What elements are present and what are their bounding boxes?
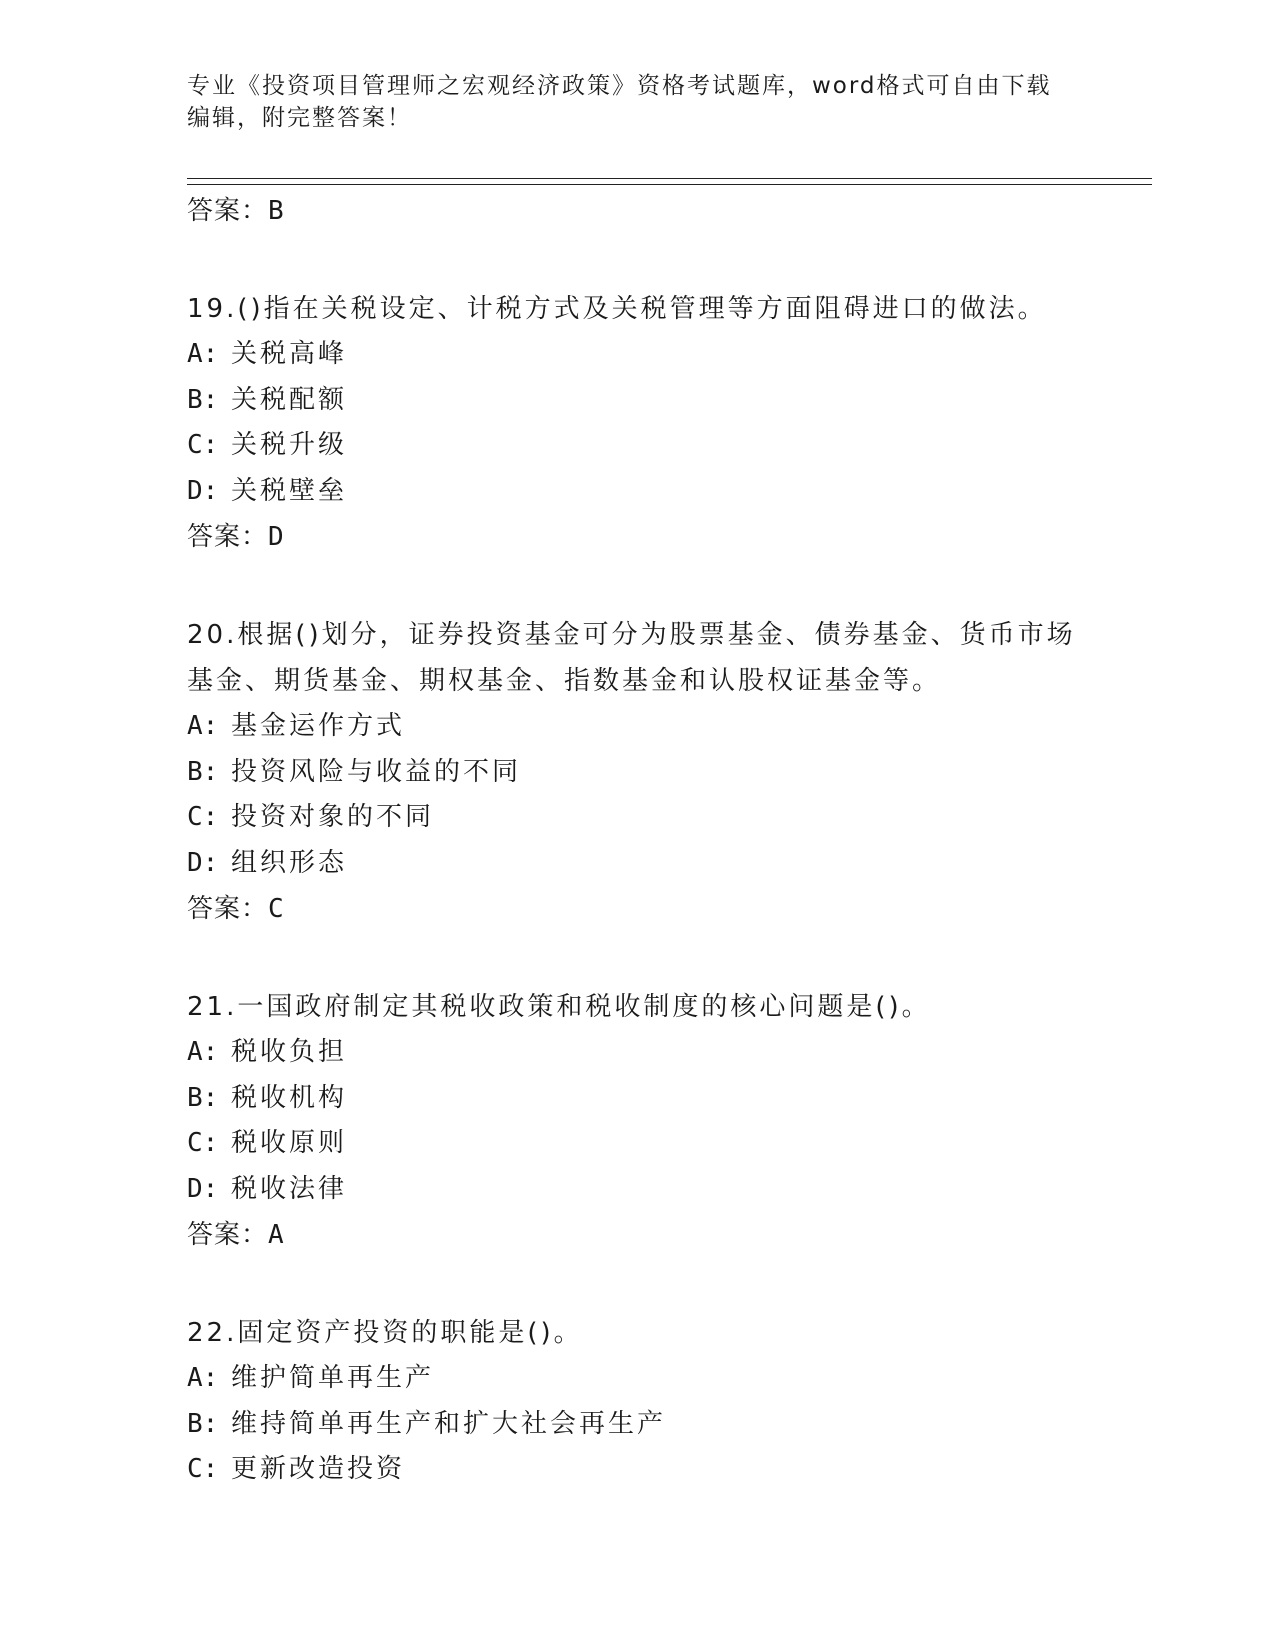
option-b [187, 750, 1087, 796]
option-key: C: [187, 1454, 219, 1484]
question-stem: 20.根据()划分，证券投资基金可分为股票基金、债券基金、货币市场基金、期货基金、期权基金、指数基金和认股权证基金等。 [187, 620, 1076, 696]
option-a [187, 704, 1087, 750]
answer-value: D [268, 522, 285, 552]
option-key: B: [187, 1082, 219, 1113]
question-21 [187, 984, 1087, 1258]
question-22 [187, 1310, 1087, 1493]
option-text: 基金运作方式 [231, 711, 406, 741]
question-list [187, 188, 1087, 1493]
previous-answer [187, 188, 1087, 234]
question-answer [187, 886, 1087, 932]
document-header [187, 70, 1067, 134]
option-text: 关税壁垒 [231, 475, 348, 506]
answer-value: B [268, 196, 285, 226]
option-b [187, 1076, 1087, 1122]
option-key: D: [187, 475, 219, 506]
option-key: D: [187, 1173, 219, 1204]
option-b [187, 378, 1087, 424]
option-d [187, 1167, 1087, 1213]
option-key: B: [187, 384, 219, 415]
option-a [187, 332, 1087, 378]
option-text: 维护简单再生产 [231, 1363, 435, 1393]
answer-label: 答案： [187, 196, 269, 226]
question-stem: 22.固定资产投资的职能是()。 [187, 1318, 583, 1348]
option-text: 关税配额 [231, 384, 348, 415]
option-d [187, 841, 1087, 887]
option-key: A: [187, 711, 219, 741]
option-key: D: [187, 847, 219, 878]
option-key: C: [187, 1128, 219, 1158]
option-text: 税收法律 [231, 1173, 348, 1204]
option-text: 关税升级 [231, 430, 348, 460]
option-key: C: [187, 802, 219, 832]
option-c [187, 1447, 1087, 1493]
option-b [187, 1402, 1087, 1448]
question-answer [187, 1212, 1087, 1258]
option-key: A: [187, 1363, 219, 1393]
question-answer [187, 514, 1087, 560]
option-text: 税收负担 [231, 1037, 348, 1067]
question-stem: 19.()指在关税设定、计税方式及关税管理等方面阻碍进口的做法。 [187, 294, 1047, 324]
option-text: 关税高峰 [231, 339, 348, 369]
option-text: 维持简单再生产和扩大社会再生产 [231, 1408, 667, 1439]
answer-value: C [268, 894, 285, 924]
option-text: 组织形态 [231, 847, 348, 878]
option-text: 投资对象的不同 [231, 802, 435, 832]
option-key: A: [187, 339, 219, 369]
option-key: B: [187, 756, 219, 787]
option-d [187, 469, 1087, 515]
answer-value: A [268, 1220, 285, 1250]
option-text: 更新改造投资 [231, 1454, 406, 1484]
option-c [187, 423, 1087, 469]
header-rule-bottom [187, 184, 1152, 185]
option-text: 投资风险与收益的不同 [231, 756, 522, 787]
answer-label: 答案： [187, 522, 269, 552]
question-19 [187, 286, 1087, 560]
answer-label: 答案： [187, 1220, 269, 1250]
header-text: 专业《投资项目管理师之宏观经济政策》资格考试题库，word格式可自由下载编辑，附完整答案！ [187, 73, 1052, 131]
question-stem: 21.一国政府制定其税收政策和税收制度的核心问题是()。 [187, 992, 931, 1022]
option-c [187, 1121, 1087, 1167]
option-text: 税收原则 [231, 1128, 348, 1158]
option-a [187, 1030, 1087, 1076]
answer-label: 答案： [187, 894, 269, 924]
option-key: A: [187, 1037, 219, 1067]
option-key: C: [187, 430, 219, 460]
header-rule-top [187, 178, 1152, 179]
option-a [187, 1356, 1087, 1402]
question-20 [187, 612, 1087, 932]
option-c [187, 795, 1087, 841]
option-text: 税收机构 [231, 1082, 348, 1113]
option-key: B: [187, 1408, 219, 1439]
